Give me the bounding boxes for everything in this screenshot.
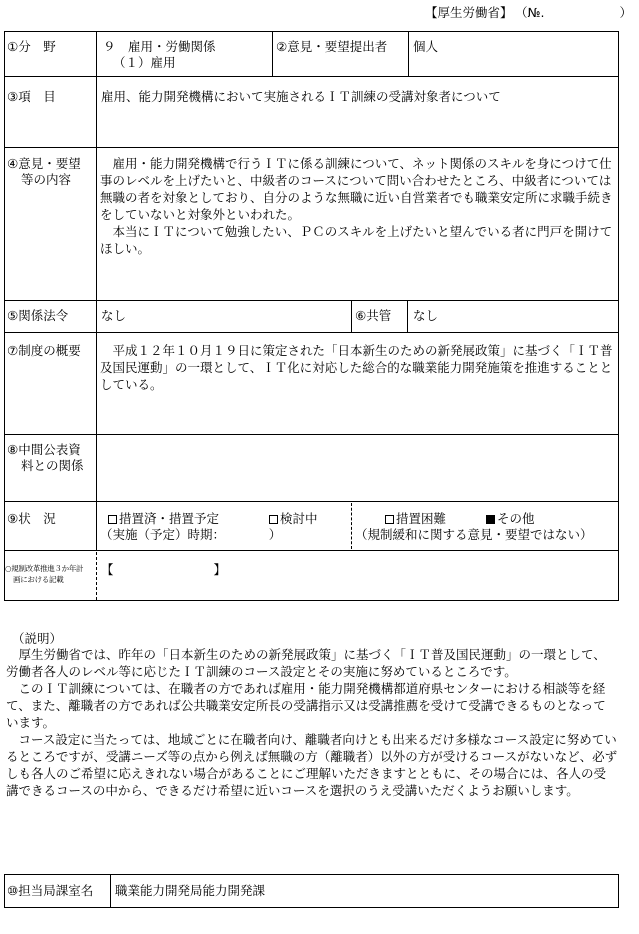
promotion-value: 【 】 [101,562,227,577]
empty-checkbox-icon [269,515,278,524]
status-option-other: その他 [486,510,535,527]
field-label: ①分 野 [7,39,56,54]
explanation-paragraph: このＩＴ訓練については、在職者の方であれば雇用・能力開発機構都道府県センターにおける相談等を経て、また、離職者の方であれば公共職業安定所長の受講指示又は受講推薦を受けて受講できるものとなっています。 [6,681,606,730]
division-table [4,874,619,908]
request-label-line1: ④意見・要望 [7,156,81,171]
submitter-label: ②意見・要望提出者 [276,39,388,54]
overview-paragraph: 平成１２年１０月１９日に策定された「日本新生のための新発展政策」に基づく「ＩＴ普及国民運動」の一環として、ＩＴ化に対応した総合的な職業能力開発施策を推進することとしている。 [100,343,613,392]
jurisdiction-value: なし [413,308,439,323]
document-number: （№. ） [515,5,632,20]
status-schedule: （実施（予定）時期： ） [100,527,282,542]
status-label: ⑨状 況 [7,511,56,526]
item-value: 雇用、能力開発機構において実施されるＩＴ訓練の受講対象者について [101,89,501,104]
request-paragraph: 本当にＩＴについて勉強したい、ＰＣのスキルを上げたいと望んでいる者に門戸を開けてほしい。 [100,224,613,256]
promotion-label-line1: ○規制改革推進３か年計 [5,564,84,573]
laws-value: なし [101,308,127,323]
explanation-paragraph: 厚生労働省では、昨年の「日本新生のための新発展政策」に基づく「ＩＴ普及国民運動」の一環として、労働者各人のレベル等に応じたＩＴ訓練のコース設定とその実施に努めているところです。 [6,647,606,679]
request-content [100,155,616,257]
explanation-content [6,646,618,799]
empty-checkbox-icon [385,515,394,524]
empty-checkbox-icon [108,515,117,524]
explanation-heading: （説明） [12,631,63,646]
division-value: 職業能力開発局能力開発課 [115,883,266,898]
division-label: ⑩担当局課室名 [7,883,94,898]
promotion-label-line2: 画における記載 [13,575,64,584]
overview-label: ⑦制度の概要 [7,343,81,358]
request-paragraph: 雇用・能力開発機構で行うＩＴに係る訓練について、ネット関係のスキルを身につけて仕事のレベルを上げたいと、中級者のコースについて問い合わせたところ、中級者については無職の者を対象としており、自分のような無職に近い自営業者でも職業安定所に求職手続きをしていないと対象外といわれた。 [100,156,613,222]
ministry-heading: 【厚生労働省】 [425,5,513,20]
promotion-label [5,563,97,585]
status-note: （規制緩和に関する意見・要望ではない） [355,527,593,542]
field-value-line1: ９ 雇用・労働関係 [103,39,216,54]
laws-label: ⑤関係法令 [7,308,69,323]
field-value-line2: （１）雇用 [113,55,176,70]
status-option-difficult: 措置困難 [385,510,446,527]
filled-checkbox-icon [486,515,495,524]
interim-label-line2: 料との関係 [21,458,84,473]
status-option-implemented: 措置済・措置予定 [108,510,219,527]
item-label: ③項 目 [7,89,56,104]
explanation-paragraph: コース設定に当たっては、地域ごとに在職者向け、離職者向けとも出来るだけ多様なコース設定に努めているところですが、受講ニーズ等の点から例えば無職の方（離職者）以外の方が受けるコースがないなど、必ずしも各人のご希望に応えきれない場合があることにご理解いただきますとともに、その場合には、各人の受講できるコースの中から、できるだけ希望に近いコースを選択のうえ受講いただくようお願いします。 [6,732,618,798]
interim-label-line1: ⑧中間公表資 [7,442,81,457]
jurisdiction-label: ⑥共管 [355,308,392,323]
status-option-considering: 検討中 [269,510,318,527]
submitter-value: 個人 [413,39,439,54]
request-label-line2: 等の内容 [21,172,72,187]
overview-content [100,342,616,393]
